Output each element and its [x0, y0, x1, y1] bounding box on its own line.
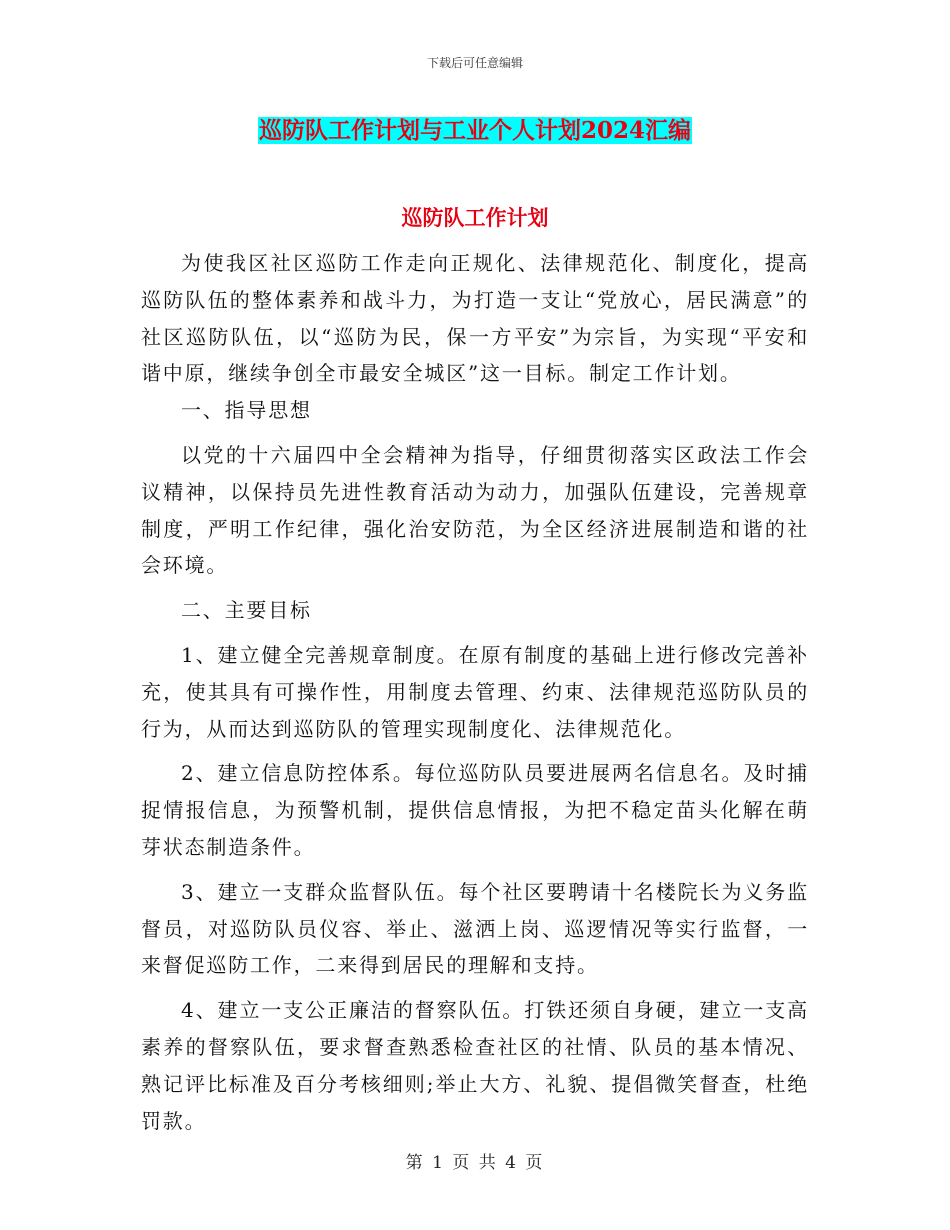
document-body: [141, 245, 809, 1139]
paragraph-goal-2: 2、建立信息防控体系。每位巡防队员要进展两名信息名。及时捕捉情报信息，为预警机制，提供信息情报，为把不稳定苗头化解在萌芽状态制造条件。: [141, 761, 809, 859]
page-current: 1: [432, 1153, 445, 1173]
heading-main-goals: 二、主要目标: [181, 598, 312, 623]
heading-guiding-ideology: 一、指导思想: [181, 398, 312, 423]
paragraph-goal-3: 3、建立一支群众监督队伍。每个社区要聘请十名楼院长为义务监督员，对巡防队员仪容、举止、滋洒上岗、巡逻情况等实行监督，一来督促巡防工作，二来得到居民的理解和支持。: [141, 879, 809, 978]
paragraph-intro: 为使我区社区巡防工作走向正规化、法律规范化、制度化，提高巡防队伍的整体素养和战斗力，为打造一支让“党放心，居民满意”的社区巡防队伍，以“巡防为民，保一方平安”为宗旨，为实现“平安和谐中原，继续争创全市最安全城区”这一目标。制定工作计划。: [141, 251, 809, 386]
paragraph-goal-1: 1、建立健全完善规章制度。在原有制度的基础上进行修改完善补充，使其具有可操作性，用制度去管理、约束、法律规范巡防队员的行为，从而达到巡防队的管理实现制度化、法律规范化。: [141, 642, 809, 741]
page-footer: [0, 1148, 950, 1173]
page-suffix: 页: [525, 1153, 545, 1173]
page-middle: 页 共: [452, 1153, 498, 1173]
page-prefix: 第: [405, 1153, 425, 1173]
page-total: 4: [505, 1153, 518, 1173]
section-title: 巡防队工作计划: [401, 205, 549, 230]
document-title-text: 巡防队工作计划与工业个人计划2024汇编: [258, 117, 691, 144]
paragraph-guiding-ideology: 以党的十六届四中全会精神为指导，仔细贯彻落实区政法工作会议精神，以保持员先进性教育活动为动力，加强队伍建设，完善规章制度，严明工作纪律，强化治安防范，为全区经济进展制造和谐的社会环境。: [141, 442, 809, 578]
header-note: 下载后可任意编辑: [426, 56, 523, 70]
paragraph-goal-4: 4、建立一支公正廉洁的督察队伍。打铁还须自身硬，建立一支高素养的督察队伍，要求督查熟悉检查社区的社情、队员的基本情况、熟记评比标准及百分考核细则;举止大方、礼貌、提倡微笑督查，杜绝罚款。: [141, 998, 809, 1133]
document-title: [0, 113, 950, 149]
